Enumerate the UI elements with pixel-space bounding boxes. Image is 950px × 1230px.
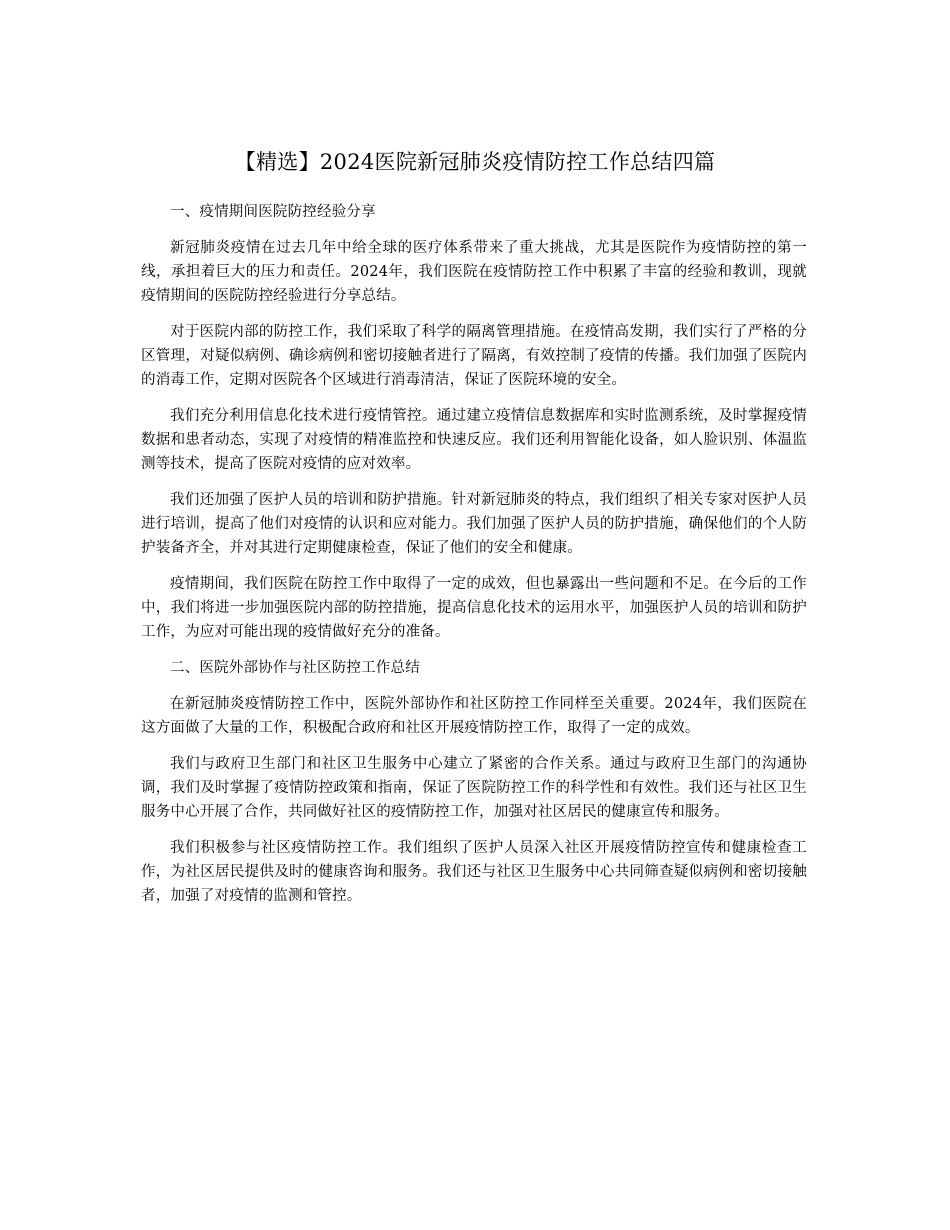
- document-body: [141, 200, 807, 920]
- paragraph: 疫情期间，我们医院在防控工作中取得了一定的成效，但也暴露出一些问题和不足。在今后的工作中，我们将进一步加强医院内部的防控措施，提高信息化技术的运用水平，加强医护人员的培训和防护工作，为应对可能出现的疫情做好充分的准备。: [141, 576, 807, 640]
- section-heading: 二、医院外部协作与社区防控工作总结: [170, 660, 420, 676]
- document-title: 【精选】2024医院新冠肺炎疫情防控工作总结四篇: [234, 150, 716, 174]
- paragraph: 新冠肺炎疫情在过去几年中给全球的医疗体系带来了重大挑战，尤其是医院作为疫情防控的第一线，承担着巨大的压力和责任。2024年，我们医院在疫情防控工作中积累了丰富的经验和教训，现就疫情期间的医院防控经验进行分享总结。: [141, 240, 807, 304]
- paragraph: 在新冠肺炎疫情防控工作中，医院外部协作和社区防控工作同样至关重要。2024年，我们医院在这方面做了大量的工作，积极配合政府和社区开展疫情防控工作，取得了一定的成效。: [141, 696, 807, 736]
- paragraph: 我们充分利用信息化技术进行疫情管控。通过建立疫情信息数据库和实时监测系统，及时掌握疫情数据和患者动态，实现了对疫情的精准监控和快速反应。我们还利用智能化设备，如人脸识别、体温监测等技术，提高了医院对疫情的应对效率。: [141, 408, 807, 472]
- paragraph: 我们与政府卫生部门和社区卫生服务中心建立了紧密的合作关系。通过与政府卫生部门的沟通协调，我们及时掌握了疫情防控政策和指南，保证了医院防控工作的科学性和有效性。我们还与社区卫生服务中心开展了合作，共同做好社区的疫情防控工作，加强对社区居民的健康宣传和服务。: [141, 756, 807, 820]
- paragraph: 我们积极参与社区疫情防控工作。我们组织了医护人员深入社区开展疫情防控宣传和健康检查工作，为社区居民提供及时的健康咨询和服务。我们还与社区卫生服务中心共同筛查疑似病例和密切接触者，加强了对疫情的监测和管控。: [141, 840, 807, 904]
- paragraph: 对于医院内部的防控工作，我们采取了科学的隔离管理措施。在疫情高发期，我们实行了严格的分区管理，对疑似病例、确诊病例和密切接触者进行了隔离，有效控制了疫情的传播。我们加强了医院内的消毒工作，定期对医院各个区域进行消毒清洁，保证了医院环境的安全。: [141, 324, 807, 388]
- section-heading: 一、疫情期间医院防控经验分享: [170, 204, 376, 220]
- paragraph: 我们还加强了医护人员的培训和防护措施。针对新冠肺炎的特点，我们组织了相关专家对医护人员进行培训，提高了他们对疫情的认识和应对能力。我们加强了医护人员的防护措施，确保他们的个人防护装备齐全，并对其进行定期健康检查，保证了他们的安全和健康。: [141, 492, 807, 556]
